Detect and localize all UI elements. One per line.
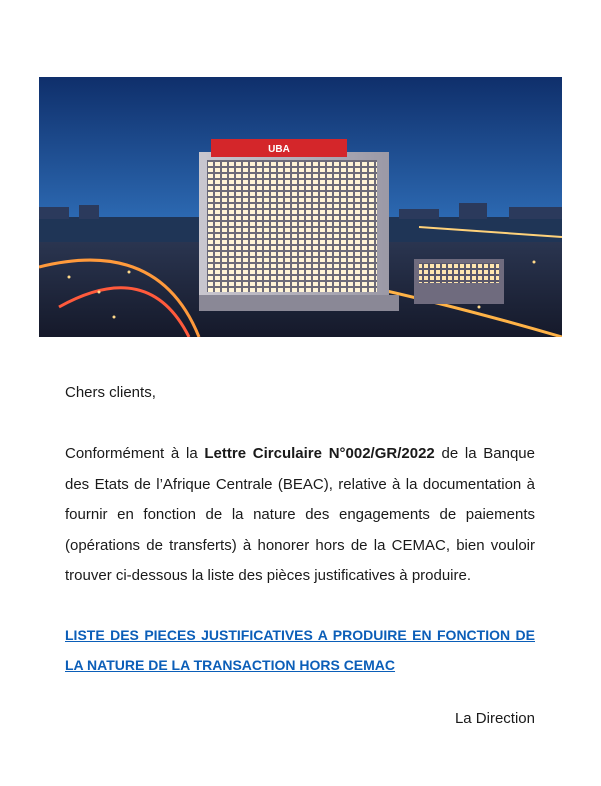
body-paragraph xyxy=(65,439,535,592)
uba-sign: UBA xyxy=(268,144,290,155)
greeting: Chers clients, xyxy=(65,384,156,401)
documents-list-link[interactable]: LISTE DES PIECES JUSTIFICATIVES A PRODUIRE EN FONCTION DE LA NATURE DE LA TRANSACTION HORS CEMAC xyxy=(65,627,535,673)
paragraph-intro: Conformément à la xyxy=(65,445,205,462)
signature: La Direction xyxy=(454,710,535,727)
building-photo xyxy=(39,77,562,337)
hero-image xyxy=(39,77,562,337)
tower-base xyxy=(199,295,399,311)
circular-reference: Lettre Circulaire N°002/GR/2022 xyxy=(204,445,435,462)
paragraph-rest: de la Banque des Etats de l’Afrique Centrale (BEAC), relative à la documentation à fournir en fonction de la nature des engagements de paiements (opérations de transferts) à honorer hors de la CEMAC, bien vouloir trouver ci-dessous la liste des pièces justificatives à produire. xyxy=(65,445,535,584)
tower-windows xyxy=(207,160,377,292)
